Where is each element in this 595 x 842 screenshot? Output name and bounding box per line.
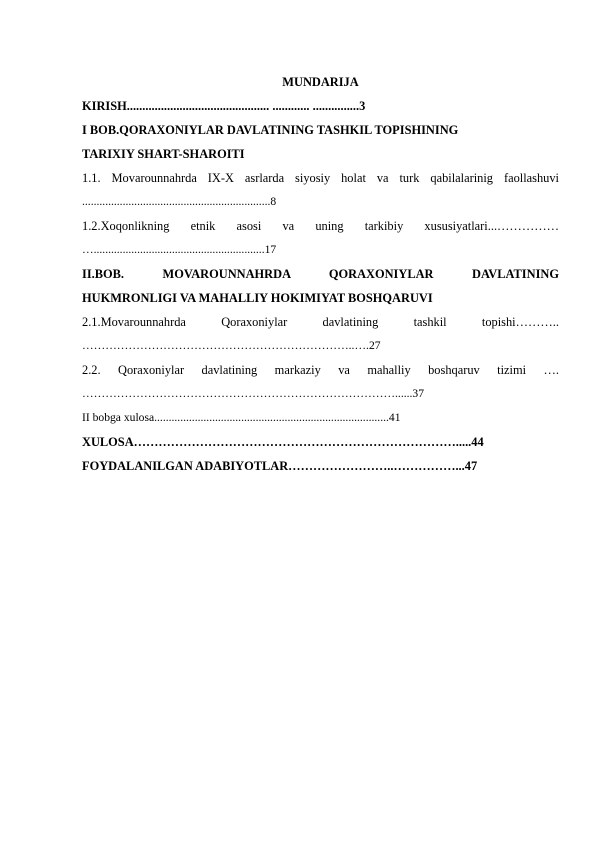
toc-section-2-2-line-2: ………………………………………………………………………......37 — [82, 387, 425, 400]
toc-chapter-2-summary: II bobga xulosa.................................................................................41 — [82, 411, 401, 424]
page-title: MUNDARIJA — [282, 75, 359, 89]
toc-section-2-1-line-2: ……………………………………………………………..….27 — [82, 339, 381, 352]
toc-chapter-1-title-line-1: I BOB.QORAXONIYLAR DAVLATINING TASHKIL TOPISHINING — [82, 123, 459, 137]
toc-section-1-1-line-2: .................................................................8 — [82, 195, 277, 208]
toc-section-1-1-line-1: 1.1. Movarounnahrda IX-X asrlarda siyosiy holat va turk qabilalarinig faollashuvi — [82, 171, 559, 185]
toc-section-1-2-line-2: …...........................................................17 — [82, 243, 277, 256]
toc-chapter-2-title-line-1: II.BOB. MOVAROUNNAHRDA QORAXONIYLAR DAVLATINING — [82, 267, 559, 281]
toc-entry-adabiyotlar: FOYDALANILGAN ADABIYOTLAR……………………..……………...47 — [82, 459, 478, 473]
toc-section-2-1-line-1: 2.1.Movarounnahrda Qoraxoniylar davlatining tashkil topishi……….. — [82, 315, 559, 329]
toc-section-2-2-line-1: 2.2. Qoraxoniylar davlatining markaziy va mahalliy boshqaruv tizimi …. — [82, 363, 559, 377]
toc-entry-xulosa: XULOSA…………………………………………………………………….....44 — [82, 435, 484, 449]
toc-entry-kirish: KIRISH.............................................. ............ ...............3 — [82, 99, 366, 113]
toc-chapter-2-title-line-2: HUKMRONLIGI VA MAHALLIY HOKIMIYAT BOSHQARUVI — [82, 291, 433, 305]
toc-section-1-2-line-1: 1.2.Xoqonlikning etnik asosi va uning tarkibiy xususiyatlari...…………… — [82, 219, 559, 233]
toc-chapter-1-title-line-2: TARIXIY SHART-SHAROITI — [82, 147, 245, 161]
